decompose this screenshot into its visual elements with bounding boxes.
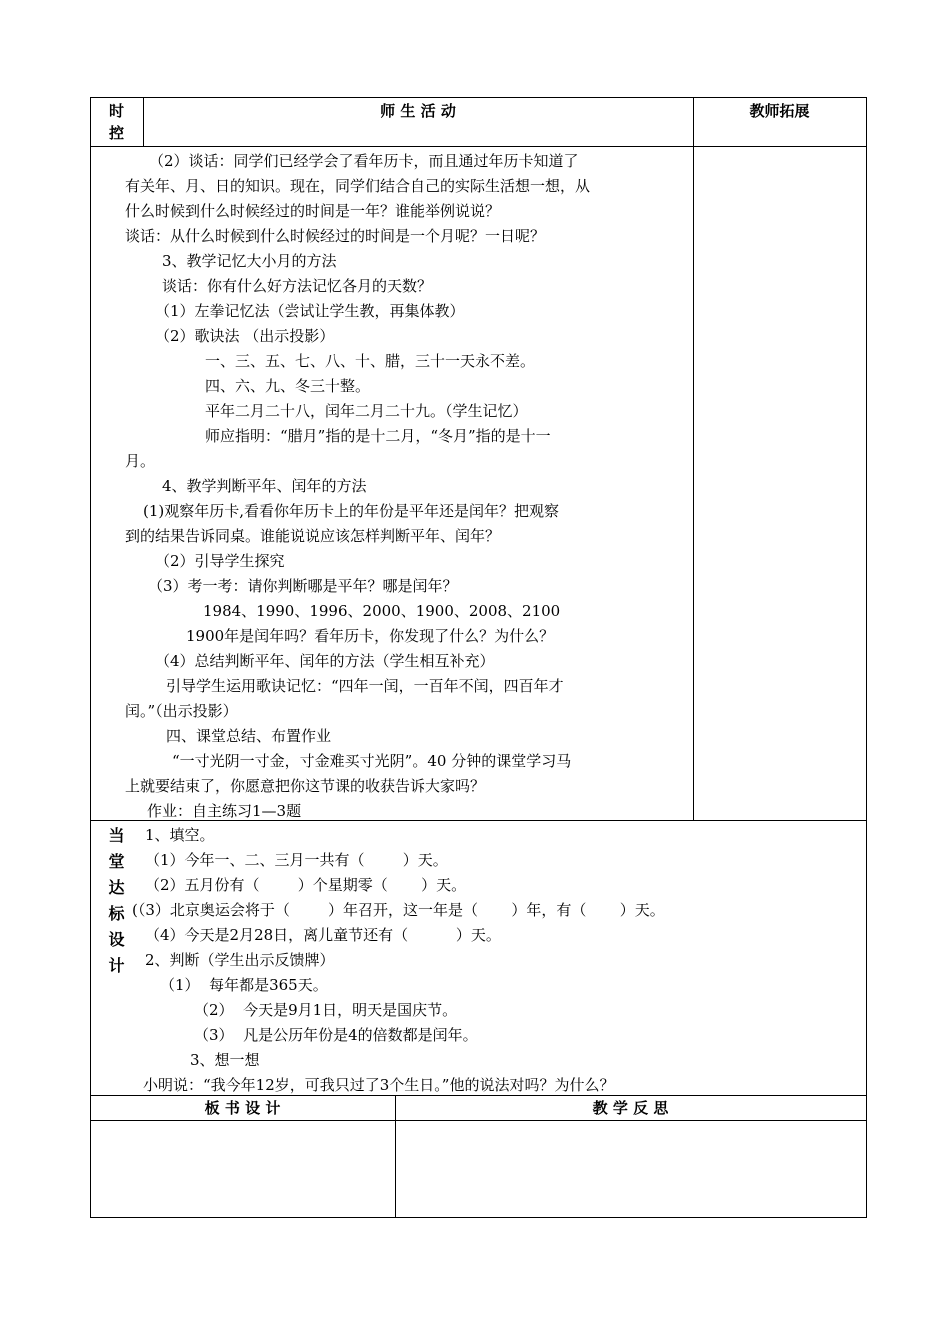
activity-line: 1900年是闰年吗？看年历卡，你发现了什么？为什么？ (186, 627, 555, 645)
practice-line: 小明说：“我今年12岁，可我只过了3个生日。”他的说法对吗？为什么？ (143, 1076, 615, 1094)
activity-line: 3、教学记忆大小月的方法 (162, 252, 337, 270)
practice-label-char: 标 (108, 904, 125, 923)
board-design-header: 板 书 设 计 (204, 1099, 281, 1117)
table-top-border (90, 97, 867, 98)
activity-line: （2）谈话：同学们已经学会了看年历卡，而且通过年历卡知道了 (149, 152, 579, 170)
practice-line: （4）今天是2月28日，离儿童节还有（ ）天。 (145, 926, 501, 944)
practice-label-char: 当 (108, 826, 125, 845)
activity-line: （4）总结判断平年、闰年的方法（学生相互补充） (155, 652, 495, 670)
activity-line: 有关年、月、日的知识。现在，同学们结合自己的实际生活想一想，从 (125, 177, 591, 195)
table-right-border (866, 97, 867, 1218)
practice-line: （1） 每年都是365天。 (160, 976, 328, 994)
practice-row-divider (90, 1095, 867, 1096)
practice-line: （2）五月份有（ ）个星期零（ ）天。 (145, 876, 467, 894)
table-left-border (90, 97, 91, 1218)
practice-line: （2） 今天是9月1日，明天是国庆节。 (194, 1001, 458, 1019)
activity-line: （2）歌诀法 （出示投影） (155, 327, 335, 345)
practice-line: 2、判断（学生出示反馈牌） (145, 951, 335, 969)
activity-line: 师应指明：“腊月”指的是十二月，“冬月”指的是十一 (205, 427, 551, 445)
activity-line: 到的结果告诉同桌。谁能说说应该怎样判断平年、闰年？ (125, 527, 501, 545)
practice-line: 1、填空。 (145, 826, 215, 844)
activity-line: （3）考一考：请你判断哪是平年？哪是闰年？ (148, 577, 458, 595)
header-time-char-1: 时 (108, 102, 124, 120)
activity-line: 四、课堂总结、布置作业 (166, 727, 332, 745)
activity-line: 谈话：从什么时候到什么时候经过的时间是一个月呢？一日呢？ (125, 227, 546, 245)
activity-line: 上就要结束了，你愿意把你这节课的收获告诉大家吗？ (125, 777, 486, 795)
activity-line: (1)观察年历卡,看看你年历卡上的年份是平年还是闰年？把观察 (143, 502, 560, 520)
header-extension: 教师拓展 (749, 102, 810, 120)
practice-label-char: 堂 (108, 852, 125, 871)
activity-line: “一寸光阴一寸金，寸金难买寸光阴”。40 分钟的课堂学习马 (172, 752, 572, 770)
activity-line: （1）左拳记忆法（尝试让学生教，再集体教） (155, 302, 465, 320)
activity-line: 闰。”（出示投影） (125, 702, 238, 720)
activity-line: 一、三、五、七、八、十、腊，三十一天永不差。 (205, 352, 536, 370)
activity-row-divider (90, 820, 867, 821)
header-row-divider (90, 146, 867, 147)
table-bottom-border (90, 1217, 867, 1218)
activity-line: 引导学生运用歌诀记忆：“四年一闰，一百年不闰，四百年才 (166, 677, 564, 695)
practice-label-char: 设 (108, 930, 125, 949)
practice-line: （1）今年一、二、三月一共有（ ）天。 (145, 851, 448, 869)
practice-line: （3） 凡是公历年份是4的倍数都是闰年。 (194, 1026, 478, 1044)
activity-line: 四、六、九、冬三十整。 (205, 377, 371, 395)
activity-line: （2）引导学生探究 (155, 552, 285, 570)
header-time-char-2: 控 (108, 124, 124, 142)
activity-line: 4、教学判断平年、闰年的方法 (162, 477, 367, 495)
activity-line: 谈话：你有什么好方法记忆各月的天数？ (162, 277, 433, 295)
practice-label-char: 达 (108, 878, 125, 897)
activity-line: 什么时候到什么时候经过的时间是一年？谁能举例说说？ (125, 202, 501, 220)
footer-header-divider (90, 1120, 867, 1121)
practice-label-char: 计 (108, 956, 125, 975)
header-activity: 师 生 活 动 (380, 102, 456, 120)
extension-column-divider (693, 97, 694, 821)
practice-line: 3、想一想 (190, 1051, 260, 1069)
activity-line: 1984、1990、1996、2000、1900、2008、2100 (203, 602, 561, 620)
activity-line: 作业：自主练习1—3题 (147, 802, 302, 820)
activity-line: 月。 (125, 452, 156, 470)
practice-line: (（3）北京奥运会将于（ ）年召开，这一年是（ ）年，有（ ）天。 (132, 901, 665, 919)
activity-line: 平年二月二十八，闰年二月二十九。（学生记忆） (205, 402, 528, 420)
reflection-header: 教 学 反 思 (592, 1099, 669, 1117)
